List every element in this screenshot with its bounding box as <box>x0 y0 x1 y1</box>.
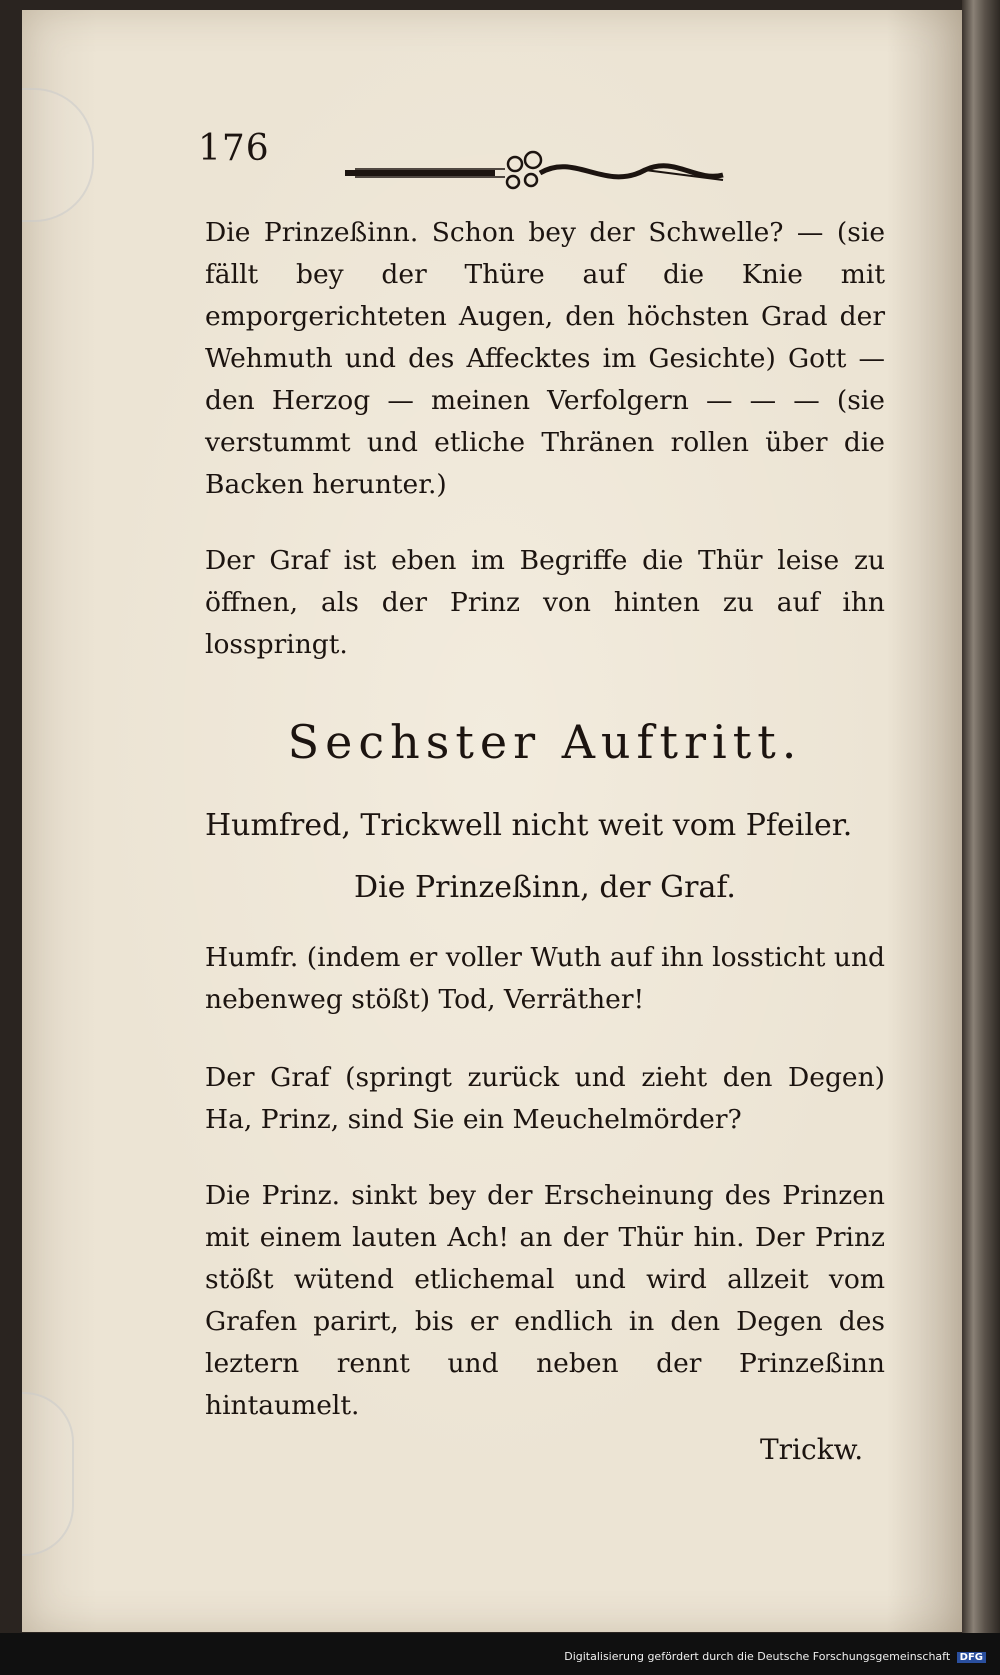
book-edge <box>962 0 1000 1675</box>
ornament-icon <box>345 142 725 204</box>
paragraph-humfred: Humfr. (indem er voller Wuth auf ihn lossticht und nebenweg stößt) Tod, Verräther! <box>205 942 885 1015</box>
cast-line-2: Die Prinzeßinn, der Graf. <box>354 870 736 905</box>
catchword: Trickw. <box>760 1433 864 1466</box>
footer-credit-text: Digitalisierung gefördert durch die Deutsche Forschungsgemeinschaft <box>564 1650 951 1663</box>
footer-bar <box>0 1633 1000 1675</box>
page-clip-bottom <box>22 1392 74 1556</box>
page-number: 176 <box>198 128 270 169</box>
paragraph-graf: Der Graf ist eben im Begriffe die Thür leise zu öffnen, als der Prinz von hinten zu auf ihn losspringt. <box>205 545 885 660</box>
cast-line-1: Humfred, Trickwell nicht weit vom Pfeiler. <box>205 808 853 843</box>
dfg-logo: DFG <box>957 1652 986 1663</box>
scene-heading: Sechster Auftritt. <box>287 715 803 769</box>
paragraph-princess: Die Prinzeßinn. Schon bey der Schwelle? — (sie fällt bey der Thüre auf die Knie mit emporgerichteten Augen, den höchsten Grad der Wehmuth und des Affecktes im Gesichte) Gott — den Herzog — meinen Verfolgern — — — (sie verstummt und etliche Thränen rollen über die Backen herunter.) <box>205 217 885 500</box>
paragraph-graf-reply: Der Graf (springt zurück und zieht den Degen) Ha, Prinz, sind Sie ein Meuchelmörder? <box>205 1062 885 1135</box>
paragraph-stage-direction: Die Prinz. sinkt bey der Erscheinung des Prinzen mit einem lauten Ach! an der Thür hin. Der Prinz stößt wütend etlichemal und wird allzeit vom Grafen parirt, bis er endlich in den Degen des leztern rennt und neben der Prinzeßinn hintaumelt. <box>205 1180 885 1421</box>
footer-credit <box>564 1650 986 1663</box>
